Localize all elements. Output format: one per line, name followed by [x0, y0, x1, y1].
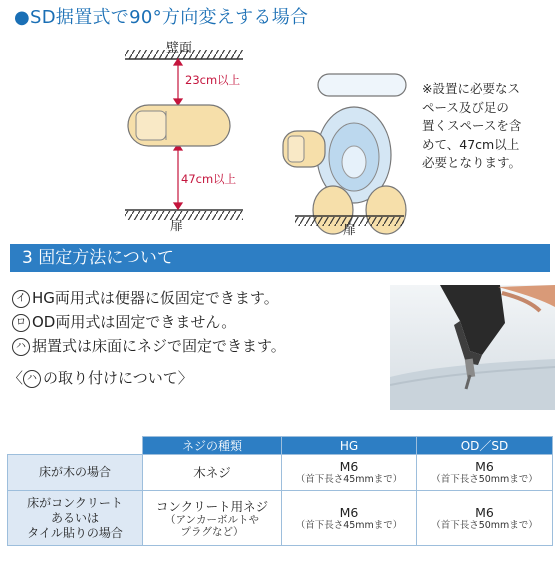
- table-corner: [8, 437, 143, 455]
- dim-top-label: 23cm以上: [185, 73, 241, 87]
- header-od-sd: OD／SD: [417, 437, 553, 455]
- cell-screw-wood: [143, 455, 282, 491]
- door-hatch-left: [125, 210, 243, 220]
- hg-length: （首下長さ45mmまで）: [295, 474, 403, 485]
- note-line: ※設置に必要なス: [422, 81, 520, 96]
- screw-name: コンクリート用ネジ: [155, 498, 269, 514]
- method-sd-text: 据置式は床面にネジで固定できます。: [32, 337, 286, 355]
- od-size: M6: [475, 504, 494, 520]
- mark-ro: ロ: [12, 314, 30, 332]
- cell-od-concrete: [417, 491, 553, 546]
- potty-top-view: [128, 105, 230, 146]
- mark-ha-2: ハ: [23, 370, 41, 388]
- row-label-line: 床がコンクリート: [27, 495, 123, 510]
- screw-note: （アンカーボルトや プラグなど）: [164, 513, 260, 538]
- hg-size: M6: [339, 459, 359, 474]
- note-line: ペース及び足の: [422, 99, 509, 115]
- door-label-left: 扉: [170, 219, 184, 234]
- dim-bottom-label: 47cm以上: [181, 172, 237, 186]
- row-label-line: 床が木の場合: [38, 465, 111, 479]
- attachment-bracket: 〈: [8, 369, 24, 387]
- od-length: （首下長さ50mmまで）: [431, 519, 538, 531]
- cell-screw-concrete: [143, 491, 282, 546]
- cell-hg-wood: [282, 455, 417, 491]
- row-label-wood: [8, 455, 143, 491]
- cell-od-wood: [417, 455, 553, 491]
- top-heading: ●SD据置式で90°方向変えする場合: [14, 7, 309, 28]
- attachment-heading-text: の取り付けについて〉: [43, 369, 193, 387]
- toilet-illustration: [283, 74, 406, 234]
- cell-hg-concrete: [282, 491, 417, 546]
- row-label-line: あるいは: [50, 510, 99, 525]
- screw-name: 木ネジ: [193, 465, 231, 480]
- od-size: M6: [475, 459, 494, 474]
- mark-i: イ: [12, 290, 30, 308]
- hg-size: M6: [339, 504, 359, 520]
- door-label-right: 扉: [343, 223, 357, 238]
- row-label-line: タイル貼りの場合: [27, 525, 123, 540]
- table-header-row: [8, 437, 553, 455]
- space-note: [422, 80, 554, 173]
- section-header: 3 固定方法について: [10, 244, 550, 272]
- note-line: めて、47cm以上: [422, 136, 520, 152]
- row-label-concrete: [8, 491, 143, 546]
- drill-photo: [390, 285, 555, 410]
- method-od: [12, 311, 236, 332]
- od-length: （首下長さ50mmまで）: [431, 474, 538, 485]
- header-screw-type: ネジの種類: [143, 437, 282, 455]
- table-row: [8, 455, 553, 491]
- hg-length: （首下長さ45mmまで）: [295, 519, 403, 531]
- wall-label: 壁面: [166, 41, 193, 56]
- screw-table: [7, 436, 553, 546]
- installation-diagram: [0, 34, 420, 244]
- method-hg: [12, 287, 279, 308]
- attachment-heading: [8, 367, 193, 388]
- mark-ha: ハ: [12, 338, 30, 356]
- note-line: 置くスペースを含: [422, 118, 522, 133]
- table-row: [8, 491, 553, 546]
- note-line: 必要となります。: [422, 155, 522, 170]
- method-hg-text: HG両用式は便器に仮固定できます。: [32, 289, 279, 307]
- method-od-text: OD両用式は固定できません。: [32, 313, 237, 331]
- header-hg: HG: [282, 437, 417, 455]
- method-sd: [12, 335, 286, 356]
